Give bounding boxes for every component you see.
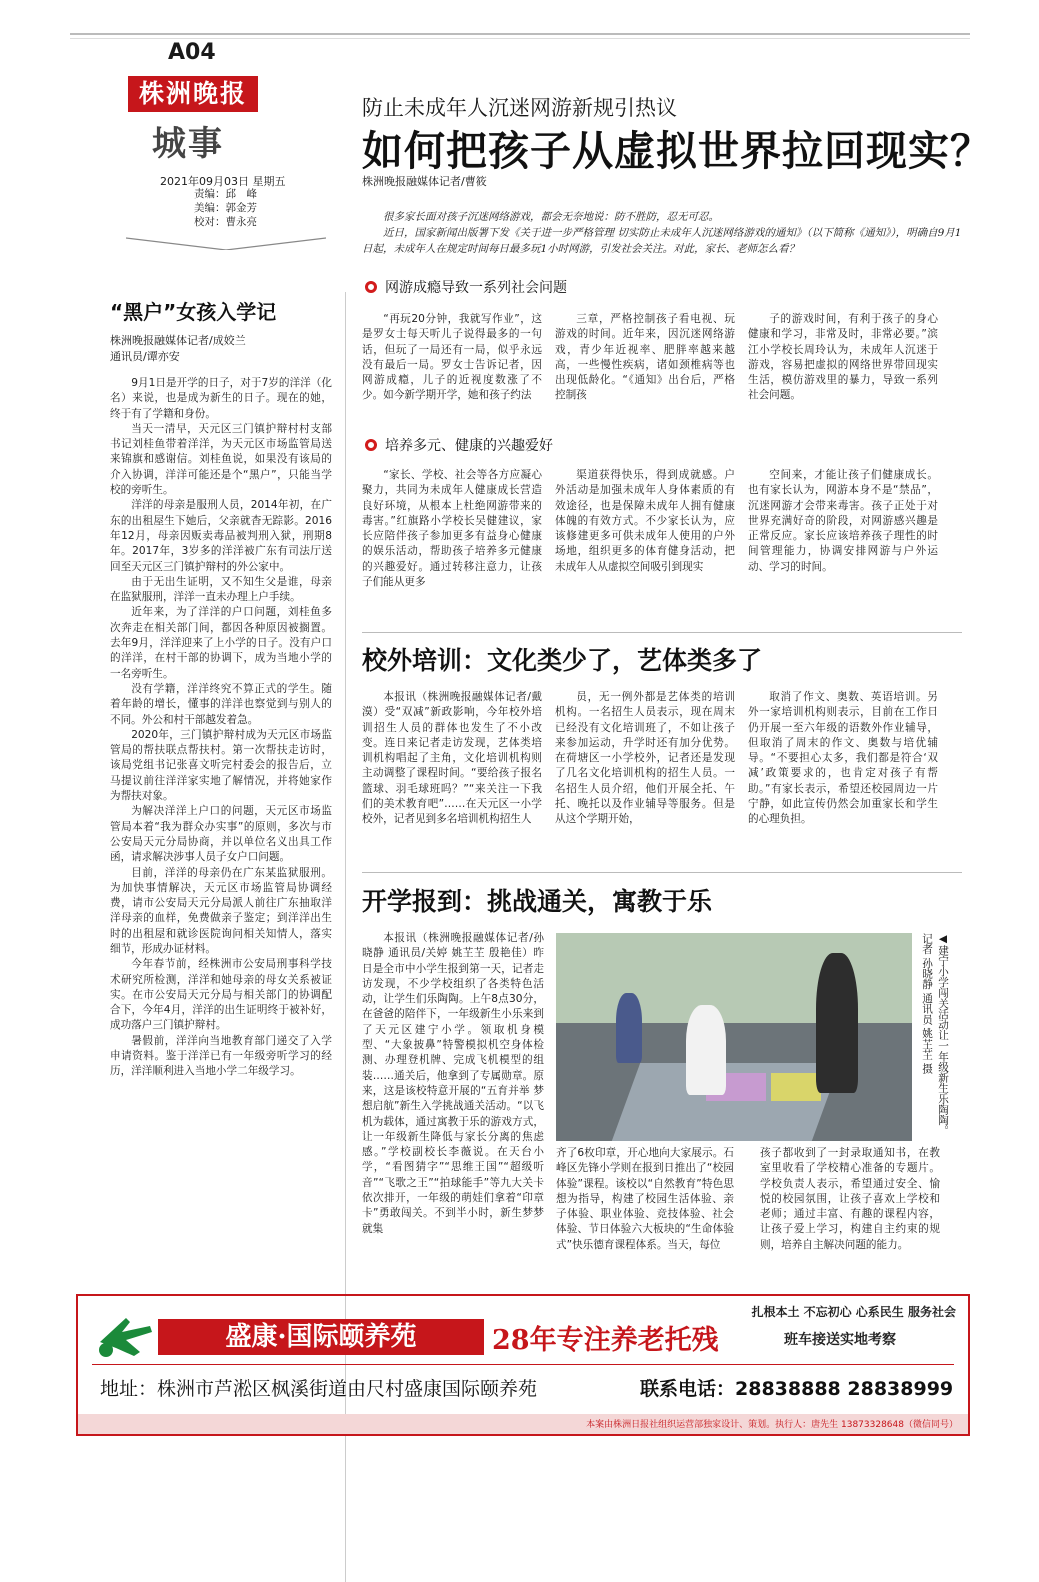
story3-title: 开学报到：挑战通关，寓教于乐: [362, 887, 713, 916]
paragraph: 子的游戏时间，有利于孩子的身心健康和学习，非常及时，非常必要。”滨江小学校长周玲认为，未成年人沉迷于游戏，容易把虚拟的网络世界带回现实生活，模仿游戏里的暴力，导致一系列社会问题。: [748, 313, 938, 402]
lead-title: 如何把孩子从虚拟世界拉回现实？: [362, 127, 992, 175]
header-chevron-divider: [126, 236, 326, 250]
paragraph: 员，无一例外都是艺体类的培训机构。一名招生人员表示，现在周末已经没有文化培训班了，不如让孩子来参加运动，升学时还有加分优势。在荷塘区一小学校外，记者还是发现了几名文化培训机构的招生人员。一名招生人员介绍，他们开展全托、午托、晚托以及作业辅导等服务。但是从这个学期开始，: [555, 691, 735, 826]
side-title: “黑户”女孩入学记: [110, 300, 277, 324]
paragraph: 当天一清早，天元区三门镇护辩村村支部书记刘桂鱼带着洋洋，为天元区市场监管局送来锦旗和感谢信。刘桂鱼说，如果没有该局的介入协调，洋洋可能还是个“黑户”，只能当学校的旁听生。: [110, 422, 332, 497]
photo-adult: [816, 953, 858, 1093]
ad-shuttle: 班车接送实地考察: [784, 1332, 896, 1348]
paragraph: 近年来，为了洋洋的户口问题，刘桂鱼多次奔走在相关部门间，都因各种原因被搁置。去年9月，洋洋迎来了上小学的日子。没有户口的洋洋，在村干部的协调下，成为当地小学的一名旁听生。: [110, 606, 332, 680]
ad-address: 地址：株洲市芦淞区枫溪街道由尺村盛康国际颐养苑: [100, 1378, 538, 1400]
side-byline: [110, 333, 246, 365]
paragraph: 2020年，三门镇护辩村成为天元区市场监管局的帮扶联点帮扶村。第一次帮扶走访时，该局党组书记张喜文听完村委会的报告后，立马提议前往洋洋家实地了解情况，并将她家作为帮扶对象。: [110, 728, 332, 803]
intro-line: 近日，国家新闻出版署下发《关于进一步严格管理 切实防止未成年人沉迷网络游戏的通知》（以下简称《通知》），明确自9月1日起，未成年人在规定时间每日最多玩1小时网游，引发社会关注。对此，家长、老师怎么看？: [362, 227, 962, 255]
story2-col1: [362, 690, 542, 860]
section1-col1: [362, 312, 542, 427]
paragraph: “再玩20分钟，我就写作业”，这是罗女士每天听儿子说得最多的一句话，但玩了一局还有一局，似乎永远没有最后一局。罗女士告诉记者，因网游成瘾，儿子的近视度数涨了不少。如今新学期开学，她和孩子约法: [362, 313, 542, 402]
ad-divider: [92, 1364, 954, 1365]
paragraph: 齐了6枚印章，开心地向大家展示。石峰区先锋小学则在报到日推出了“校园体验”课程。该校以“自然教育”特色思想为指导，构建了校园生活体验、亲子体验、职业体验、竞技体验、社会体验、节日体验六大板块的“生命体验式”快乐德育课程体系。当天，每位: [556, 1147, 734, 1251]
page-number: A04: [168, 40, 216, 65]
editor-line: 责编：邱 峰: [194, 188, 257, 200]
paragraph: 9月1日是开学的日子，对于7岁的洋洋（化名）来说，也是成为新生的日子。现在的她，终于有了学籍和身份。: [110, 377, 332, 420]
ad-phone: 联系电话：28838888 28838999: [640, 1378, 954, 1400]
circle-bullet-icon: [365, 439, 377, 451]
paragraph: 今年春节前，经株洲市公安局刑事科学技术研究所检测，洋洋和她母亲的母女关系被证实。在市公安局天元分局与相关部门的协调配合下，今年4月，洋洋的出生证明终于被补好，成功落户三门镇护辩村。: [110, 958, 332, 1032]
paragraph: 渠道获得快乐，得到成就感。户外活动是加强未成年人身体素质的有效途径，也是保障未成年人拥有健康体魄的有效方式。不少家长认为，应该修建更多可供未成年人使用的户外场地，组织更多的体育健身活动，把未成年人从虚拟空间吸引到现实: [555, 469, 735, 573]
story3-col2: [556, 1146, 734, 1281]
masthead-logo: 株洲晚报: [128, 76, 258, 112]
paragraph: 洋洋的母亲是服刑人员，2014年初，在广东的出租屋生下她后，父亲就杳无踪影。2016年12月，母亲因贩卖毒品被判刑入狱，刑期8年。2017年，3岁多的洋洋被广东有司法厅送回至天元区三门镇护辩村的外公家中。: [110, 499, 332, 573]
circle-bullet-icon: [365, 281, 377, 293]
paragraph: 空间来，才能让孩子们健康成长。也有家长认为，网游本身不是“禁品”，沉迷网游才会带来毒害。孩子正处于对世界充满好奇的阶段，对网游感兴趣是正常反应。家长应该培养孩子理性的时间管理能力，协调安排网游与户外运动、学习的时间。: [748, 469, 938, 573]
issue-date: 2021年09月03日 星期五: [160, 175, 286, 188]
side-body: [110, 376, 332, 1282]
section1-title: 网游成瘾导致一系列社会问题: [385, 280, 567, 296]
byline-line: 株洲晚报融媒体记者/成姣兰: [110, 334, 246, 347]
ad-footer: 本案由株洲日报社组织运营部独家设计、策划。执行人：唐先生 13873328648（微信同号）: [586, 1420, 958, 1430]
ad-brand: 盛康·国际颐养苑: [158, 1319, 484, 1355]
paragraph: 取消了作文、奥数、英语培训。另外一家培训机构则表示，目前在工作日仍开展一至六年级的语数外作业辅导，但取消了周末的作文、奥数与培优辅导。“不要担心太多，我们都是符合‘双减’政策要求的，也肯定对孩子有帮助。”有家长表示，希望还校园周边一片宁静，如此宣传仍然会加重家长和学生的心理负担。: [748, 691, 938, 826]
hand-logo-icon: [96, 1308, 154, 1360]
ad-hand-logo: [96, 1308, 154, 1360]
story2-title: 校外培训：文化类少了，艺体类多了: [362, 646, 763, 675]
section2-title: 培养多元、健康的兴趣爱好: [385, 438, 553, 454]
paragraph: 为解决洋洋上户口的问题，天元区市场监管局本着“我为群众办实事”的原则，多次与市公安局天元分局协商，并以单位名义出具工作函，请求解决涉事人员子女户口问题。: [110, 805, 332, 864]
editor-line: 美编：郭金芳: [194, 202, 257, 214]
section2-col2: [555, 468, 735, 613]
top-rule: [70, 33, 970, 35]
editor-line: 校对：曹永亮: [194, 216, 257, 228]
story3-col1: [362, 931, 544, 1279]
story3-col3: [760, 1146, 940, 1281]
paragraph: 没有学籍，洋洋终究不算正式的学生。随着年龄的增长，懂事的洋洋也察觉到与别人的不同。外公和村干部越发着急。: [110, 682, 332, 726]
photo-tile: [771, 1073, 821, 1101]
photo-caption: ◀建宁小学闯关活动让一年级新生乐陶陶。记者 孙晓静 通讯员 姚芏芏 摄: [921, 933, 949, 1136]
intro-line: 很多家长面对孩子沉迷网络游戏，都会无奈地说：防不胜防，忍无可忍。: [383, 211, 719, 223]
section-name: 城事: [152, 124, 224, 164]
lead-byline: 株洲晚报融媒体记者/曹筱: [362, 175, 487, 188]
section2-col3: [748, 468, 938, 613]
story-divider: [362, 872, 962, 873]
paragraph: 本报讯（株洲晚报融媒体记者/孙晓静 通讯员/关婷 姚芏芏 殷艳佳）昨日是全市中小学生报到第一天，记者走访发现，不少学校组织了各类特色活动，让学生们乐陶陶。上午8点30分，在爸爸的陪伴下，一年级新生小乐来到了天元区建宁小学。领取机身模型、“大象披鼻”特警模拟机空身体检测、办理登机牌、完成飞机模型的组装……通关后，他拿到了专属勋章。原来，这是该校特意开展的“五育并举 梦想启航”新生入学挑战通关活动。“以飞机为载体，通过寓教于乐的游戏方式，让一年级新生降低与家长分离的焦虑感。”学校副校长李薇说。在天台小学，“看图猜字”“思维王国”“超级听音”“飞歌之王”“拍球能手”等九大关卡依次排开，一年级的萌娃们拿着“印章卡”勇敢闯关。不到半小时，新生梦梦就集: [362, 932, 544, 1235]
lead-kicker: 防止未成年人沉迷网游新规引热议: [362, 96, 677, 120]
photo-trees: [556, 933, 912, 1023]
story-divider: [362, 632, 962, 633]
ad-motto: 扎根本土 不忘初心 心系民生 服务社会: [751, 1305, 956, 1319]
editor-credits: [194, 187, 257, 229]
section1-col2: [555, 312, 735, 427]
lead-intro: [362, 209, 962, 257]
ad-footer-band: [78, 1414, 968, 1434]
section2-col1: [362, 468, 542, 613]
byline-line: 通讯员/谭亦安: [110, 350, 180, 363]
paragraph: “家长、学校、社会等各方应凝心聚力，共同为未成年人健康成长营造良好环境，从根本上杜绝网游带来的毒害。”红旗路小学校长吴健建议，家长应陪伴孩子参加更多有益身心健康的娱乐活动，帮助孩子培养多元健康的兴趣爱好。通过转移注意力，让孩子们能从更多: [362, 469, 542, 589]
paragraph: 孩子都收到了一封录取通知书，在教室里收看了学校精心准备的专题片。学校负责人表示，希望通过安全、愉悦的校园氛围，让孩子喜欢上学校和老师；通过丰富、有趣的课程内容，让孩子爱上学习，构建自主约束的规则，培养自主解决问题的能力。: [760, 1147, 940, 1251]
section1-heading: [365, 277, 567, 297]
paragraph: 暑假前，洋洋向当地教育部门递交了入学申请资料。鉴于洋洋已有一年级旁听学习的经历，洋洋顺利进入当地小学二年级学习。: [110, 1034, 332, 1078]
section1-col3: [748, 312, 938, 427]
school-event-photo: [556, 933, 912, 1141]
paragraph: 由于无出生证明，又不知生父是谁，母亲在监狱服刑，洋洋一直未办理上户手续。: [110, 575, 332, 604]
ad-slogan: 28年专注养老托残: [492, 1325, 719, 1356]
story2-col3: [748, 690, 938, 860]
photo-child: [686, 1005, 726, 1095]
ad-banner: [76, 1294, 970, 1436]
story2-col2: [555, 690, 735, 860]
paragraph: 目前，洋洋的母亲仍在广东某监狱服刑。为加快事情解决，天元区市场监管局协调经费，请市公安局天元分局派人前往广东抽取洋洋母亲的血样，免费做亲子鉴定；到洋洋出生时的出租屋和就诊医院询问相关知情人，落实细节，形成办证材料。: [110, 866, 332, 955]
paragraph: 三章，严格控制孩子看电视、玩游戏的时间。近年来，因沉迷网络游戏，青少年近视率、肥胖率越来越高，一些慢性疾病，诸如颈椎病等也出现低龄化。“《通知》出台后，严格控制孩: [555, 313, 735, 402]
top-rule-thin: [70, 38, 970, 39]
paragraph: 本报讯（株洲晚报融媒体记者/戴漠）受“双减”新政影响，今年校外培训招生人员的群体也发生了不小改变。连日来记者走访发现，艺体类培训机构唱起了主角，文化培训机构则主动调整了课程时间。“要给孩子报名篮球、羽毛球班吗？”“来关注一下我们的美术教育吧”……在天元区一小学校外，记者见到多名培训机构招生人: [362, 691, 542, 826]
photo-bystander: [616, 993, 642, 1063]
section2-heading: [365, 435, 553, 455]
